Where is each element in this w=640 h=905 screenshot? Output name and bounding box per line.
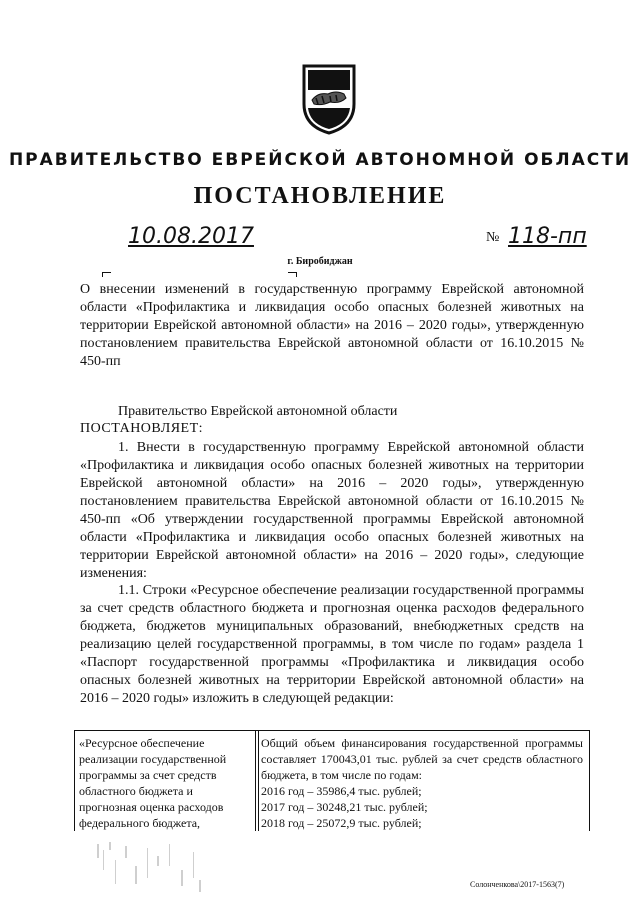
table-right-line-4: 2018 год – 25072,9 тыс. рублей;: [261, 816, 422, 830]
handwritten-date: 10.08.2017: [128, 224, 254, 249]
table-right-line-2: 2016 год – 35986,4 тыс. рублей;: [261, 784, 422, 798]
document-kind-title: ПОСТАНОВЛЕНИЕ: [193, 183, 447, 209]
city-label: г. Биробиджан: [287, 256, 353, 267]
government-line: Правительство Еврейской автономной области: [118, 404, 398, 419]
coat-of-arms-emblem: [300, 60, 358, 136]
handwritten-number: 118-пп: [508, 224, 587, 249]
scan-noise: [95, 840, 205, 900]
footer-code: Солонченкова\2017-1563(7): [470, 880, 565, 889]
paragraph-1-1: 1.1. Строки «Ресурсное обеспечение реализации государственной программы за счет средств областного бюджета и прогнозная оценка расходов федерального бюджета, бюджетов муниципальных образований, внебюджетных средств на реализацию целей государственной программы, в том числе по годам» раздела 1 «Паспорт государственной программы «Профилактика и ликвидация особо опасных болезней животных на территории Еврейской автономной области» на 2016 – 2020 годы» изложить в следующей редакции:: [80, 583, 584, 706]
number-label: №: [486, 230, 500, 245]
table-divider: [255, 731, 256, 831]
subject-corner-left: [102, 272, 111, 277]
table-left-cell: «Ресурсное обеспечение реализации государственной программы за счет средств областного бюджета и прогнозная оценка расходов федерального бюджета,: [79, 736, 227, 830]
subject-corner-right: [288, 272, 297, 277]
table-right-line-3: 2017 год – 30248,21 тыс. рублей;: [261, 800, 428, 814]
government-title: ПРАВИТЕЛЬСТВО ЕВРЕЙСКОЙ АВТОНОМНОЙ ОБЛАСТИ: [8, 150, 632, 170]
resource-table: [74, 730, 590, 831]
table-right-cell: [261, 735, 583, 831]
decree-word: ПОСТАНОВЛЯЕТ:: [80, 421, 204, 436]
paragraph-1: 1. Внести в государственную программу Еврейской автономной области «Профилактика и ликвидация особо опасных болезней животных на территории Еврейской автономной области» на 2016 – 2020 годы», утвержденную постановлением правительства Еврейской автономной области от 16.10.2015 № 450-пп «Об утверждении государственной программы Еврейской автономной области «Профилактика и ликвидация особо опасных болезней животных на территории Еврейской автономной области» на 2016 – 2020 годы», следующие изменения:: [80, 440, 584, 581]
table-right-line-1: Общий объем финансирования государственной программы составляет 170043,01 тыс. рублей за счет средств областного бюджета, в том числе по годам:: [261, 736, 583, 782]
document-subject: О внесении изменений в государственную программу Еврейской автономной области «Профилактика и ликвидация особо опасных болезней животных на территории Еврейской автономной области» на 2016 – 2020 годы», утвержденную постановлением правительства Еврейской автономной области от 16.10.2015 № 450-пп: [80, 282, 584, 369]
table-divider-double: [258, 731, 259, 831]
